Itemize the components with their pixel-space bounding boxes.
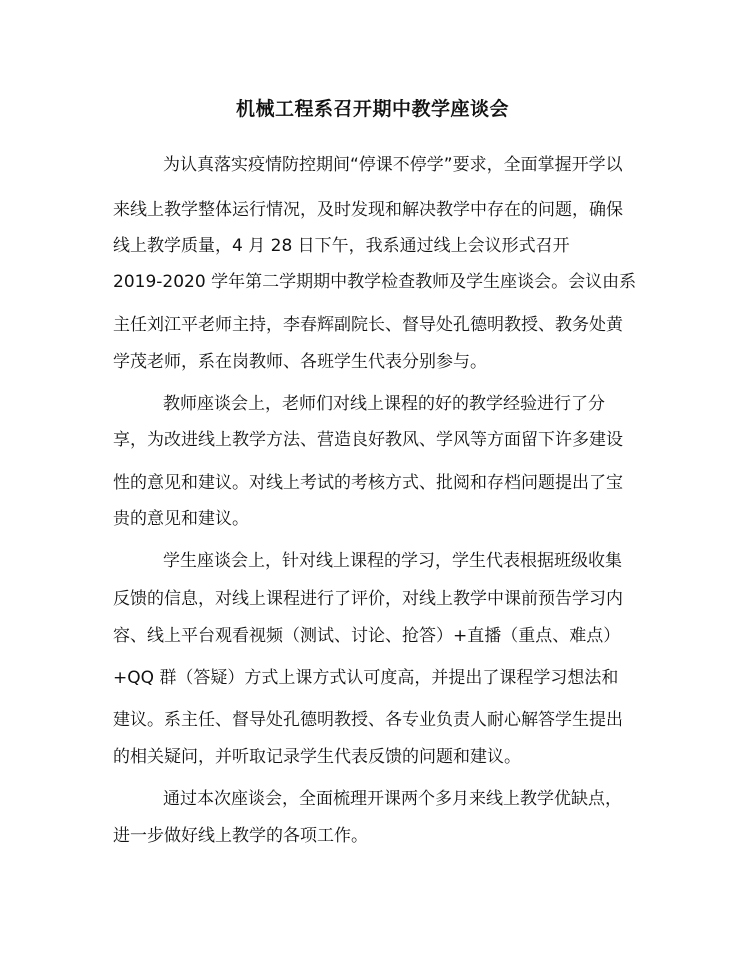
document-title: 机械工程系召开期中教学座谈会 xyxy=(235,98,509,120)
paragraph-line: 来线上教学整体运行情况，及时发现和解决教学中存在的问题，确保 xyxy=(113,200,623,220)
paragraph-line: 为认真落实疫情防控期间“停课不停学”要求，全面掌握开学以 xyxy=(163,155,623,175)
paragraph-line: 学茂老师，系在岗教师、各班学生代表分别参与。 xyxy=(113,352,487,372)
paragraph-line: 教师座谈会上，老师们对线上课程的好的教学经验进行了分 xyxy=(163,394,605,414)
paragraph-line: 学生座谈会上，针对线上课程的学习，学生代表根据班级收集 xyxy=(163,551,622,571)
paragraph-line: 通过本次座谈会，全面梳理开课两个多月来线上教学优缺点， xyxy=(163,789,622,809)
paragraph-line: 容、线上平台观看视频（测试、讨论、抢答）+直播（重点、难点） xyxy=(113,626,621,646)
paragraph-line: 性的意见和建议。对线上考试的考核方式、批阅和存档问题提出了宝 xyxy=(113,473,623,493)
paragraph-line: 的相关疑问，并听取记录学生代表反馈的问题和建议。 xyxy=(113,747,521,767)
paragraph-line: 2019-2020 学年第二学期期中教学检查教师及学生座谈会。会议由系 xyxy=(113,272,637,292)
paragraph-line: 进一步做好线上教学的各项工作。 xyxy=(113,826,368,846)
paragraph-line: +QQ 群（答疑）方式上课方式认可度高，并提出了课程学习想法和 xyxy=(113,668,619,688)
paragraph-line: 线上教学质量，4 月 28 日下午，我系通过线上会议形式召开 xyxy=(113,236,570,256)
paragraph-line: 享，为改进线上教学方法、营造良好教风、学风等方面留下许多建设 xyxy=(113,430,623,450)
paragraph-line: 贵的意见和建议。 xyxy=(113,509,249,529)
paragraph-line: 主任刘江平老师主持，李春辉副院长、督导处孔德明教授、教务处黄 xyxy=(113,315,623,335)
paragraph-line: 建议。系主任、督导处孔德明教授、各专业负责人耐心解答学生提出 xyxy=(113,710,623,730)
paragraph-line: 反馈的信息，对线上课程进行了评价，对线上教学中课前预告学习内 xyxy=(113,589,623,609)
